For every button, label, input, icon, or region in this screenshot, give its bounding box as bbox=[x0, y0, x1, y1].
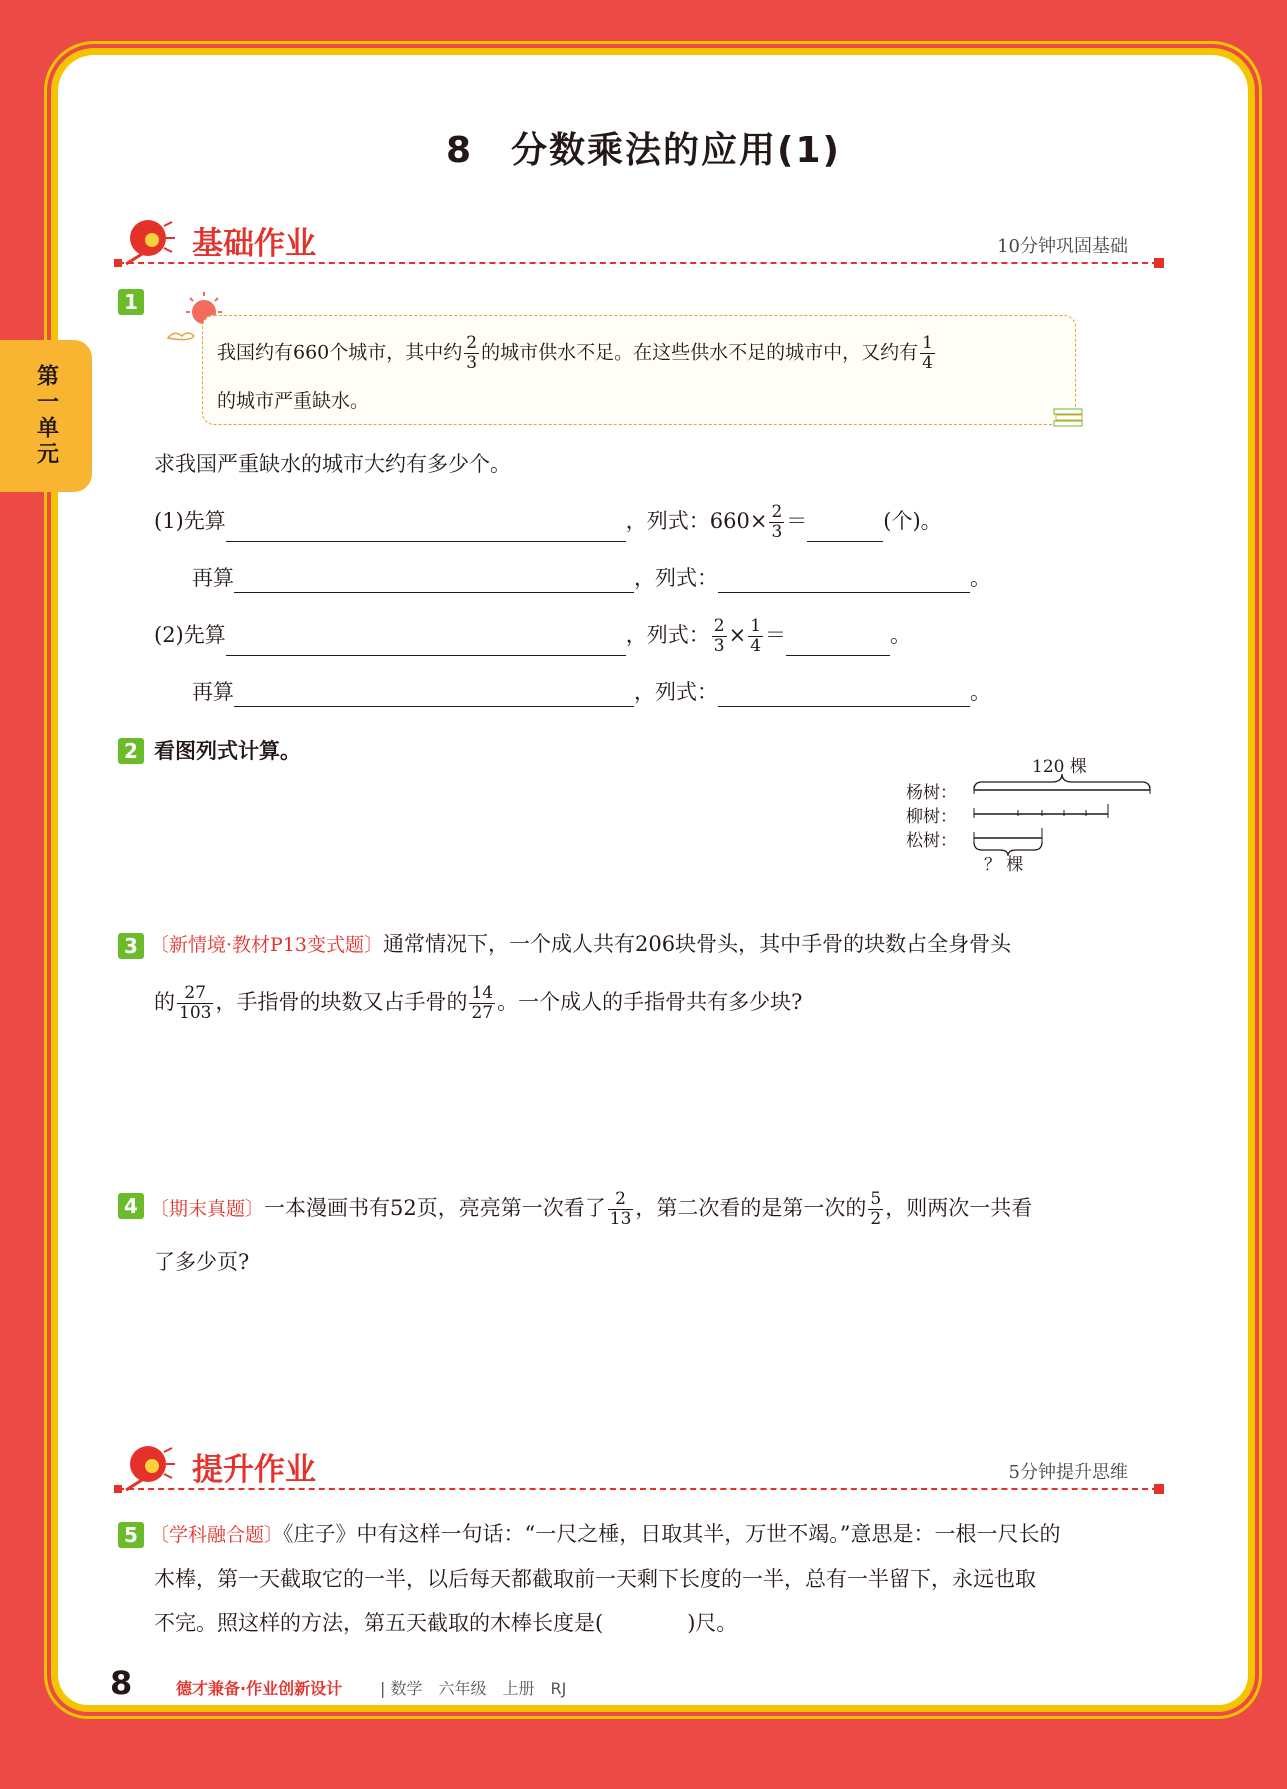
text: 通常情况下，一个成人共有206块骨头，其中手骨的块数占全身骨头 bbox=[383, 932, 1012, 956]
question-number-1: 1 bbox=[118, 289, 144, 315]
question-number-3: 3 bbox=[118, 933, 144, 959]
section-sub: 10分钟巩固基础 bbox=[997, 236, 1128, 257]
q1-info-box bbox=[202, 315, 1076, 425]
unit: (个)。 bbox=[883, 509, 942, 533]
label: (2)先算 bbox=[154, 623, 226, 647]
diagram-row-willow: 柳树： bbox=[906, 807, 957, 827]
frac-num: 2 bbox=[771, 502, 783, 522]
text: 《庄子》中有这样一句话：“一尺之棰，日取其半，万世不竭。”意思是：一根一尺长的 bbox=[283, 1522, 1061, 1546]
book-stack-icon bbox=[1052, 405, 1086, 431]
section-header-advanced bbox=[118, 1440, 1158, 1500]
label: (1)先算 bbox=[154, 509, 226, 533]
section-rule bbox=[118, 1488, 1158, 1490]
frac-num: 27 bbox=[177, 984, 213, 1004]
q1-box-frac2 bbox=[920, 334, 935, 373]
answer-blank[interactable] bbox=[718, 684, 970, 707]
q4-line1 bbox=[150, 1190, 1032, 1229]
question-number-4: 4 bbox=[118, 1193, 144, 1219]
diagram-unknown: ？ 棵 bbox=[984, 855, 1024, 875]
section-label: 提升作业 bbox=[192, 1452, 316, 1488]
frac-den: 4 bbox=[750, 636, 762, 656]
end-mark: 。 bbox=[890, 623, 912, 647]
section-header-basic bbox=[118, 214, 1158, 274]
q1-question: 求我国严重缺水的城市大约有多少个。 bbox=[154, 452, 511, 476]
footer-info: | 数学 六年级 上册 RJ bbox=[380, 1679, 567, 1698]
text: ，手指骨的块数又占手骨的 bbox=[215, 990, 468, 1014]
q4-frac1 bbox=[608, 1190, 634, 1229]
q5-line2: 木棒，第一天截取它的一半，以后每天都截取前一天剩下长度的一半，总有一半留下，永远也取 bbox=[154, 1567, 1036, 1591]
frac-den: 4 bbox=[922, 353, 933, 373]
q3-line1 bbox=[150, 929, 1011, 960]
q5-tag: 〔学科融合题〕 bbox=[150, 1524, 284, 1546]
page-number: 8 bbox=[110, 1664, 133, 1702]
answer-blank[interactable] bbox=[226, 633, 626, 656]
text: 。一个成人的手指骨共有多少块? bbox=[497, 990, 803, 1014]
q1-part2-frac2 bbox=[748, 617, 763, 656]
label: 再算 bbox=[192, 566, 234, 590]
footer-brand: 德才兼备·作业创新设计 bbox=[176, 1679, 343, 1698]
formula-text: ，列式：660× bbox=[625, 509, 768, 533]
frac-den: 13 bbox=[609, 1209, 632, 1229]
frac-den: 27 bbox=[471, 1003, 494, 1023]
frac-num: 2 bbox=[466, 333, 478, 353]
frac-num: 5 bbox=[870, 1189, 882, 1209]
q4-line2: 了多少页? bbox=[154, 1250, 250, 1274]
equals: ＝ bbox=[765, 623, 787, 647]
q3-line2 bbox=[154, 984, 802, 1023]
q2-text: 看图列式计算。 bbox=[154, 739, 301, 763]
frac-num: 2 bbox=[713, 616, 725, 636]
equals: ＝ bbox=[786, 509, 808, 533]
frac-den: 2 bbox=[870, 1209, 882, 1229]
section-sub: 5分钟提升思维 bbox=[1008, 1462, 1128, 1483]
q1-part1-then bbox=[192, 563, 991, 593]
q1-box-text-b: 的城市供水不足。在这些供水不足的城市中，又约有 bbox=[481, 341, 919, 364]
q3-frac1 bbox=[177, 984, 213, 1023]
end-mark: 。 bbox=[970, 680, 991, 704]
question-number-2: 2 bbox=[118, 738, 144, 764]
q1-part2-first: (2)先算 ，列式： $\frac{2}{3}$ × $\frac{1}{4}$ ＝ 。 bbox=[154, 616, 912, 656]
frac-den: 103 bbox=[179, 1003, 212, 1023]
question-number-5: 5 bbox=[118, 1522, 144, 1548]
frac-num: 2 bbox=[608, 1190, 634, 1210]
diagram-row-pine: 松树： bbox=[906, 831, 957, 851]
diagram-total: 120 棵 bbox=[1032, 757, 1087, 777]
text: 一本漫画书有52页，亮亮第一次看了 bbox=[264, 1196, 606, 1220]
frac-den: 3 bbox=[466, 353, 478, 373]
formula-label: ，列式： bbox=[634, 566, 718, 590]
q3-tag: 〔新情境·教材P13变式题〕 bbox=[150, 934, 384, 956]
answer-blank[interactable] bbox=[234, 570, 634, 593]
q1-box-text-a: 我国约有660个城市，其中约 bbox=[217, 341, 463, 364]
unit-tab: 第一单元 bbox=[0, 340, 92, 492]
q1-box-text-c: 的城市严重缺水。 bbox=[217, 390, 370, 412]
answer-blank[interactable] bbox=[226, 519, 626, 542]
q4-frac2 bbox=[868, 1190, 883, 1229]
q1-part1-frac bbox=[769, 503, 784, 542]
text: ，则两次一共看 bbox=[885, 1196, 1033, 1220]
frac-num: 1 bbox=[922, 333, 933, 353]
frac-num: 14 bbox=[471, 983, 494, 1003]
section-rule bbox=[118, 262, 1158, 264]
answer-blank[interactable] bbox=[718, 570, 970, 593]
tree-diagram bbox=[900, 752, 1160, 882]
q4-tag: 〔期末真题〕 bbox=[150, 1198, 265, 1220]
q5-line3: 不完。照这样的方法，第五天截取的木棒长度是( )尺。 bbox=[154, 1611, 738, 1635]
label: 再算 bbox=[192, 680, 234, 704]
answer-blank[interactable] bbox=[786, 633, 890, 656]
q1-part2-frac1 bbox=[712, 617, 727, 656]
q3-frac2 bbox=[469, 984, 495, 1023]
frac-den: 3 bbox=[771, 522, 783, 542]
answer-blank[interactable] bbox=[807, 519, 883, 542]
frac-num: 1 bbox=[750, 616, 762, 636]
text: 的 bbox=[154, 990, 175, 1014]
end-mark: 。 bbox=[970, 566, 991, 590]
q1-part2-then bbox=[192, 677, 991, 707]
answer-blank[interactable] bbox=[234, 684, 634, 707]
page-title: 8 分数乘法的应用(1) bbox=[445, 130, 841, 171]
formula-label: ，列式： bbox=[634, 680, 718, 704]
formula-label: ，列式： bbox=[625, 623, 710, 647]
frac-den: 3 bbox=[713, 636, 725, 656]
q1-box-frac1 bbox=[464, 334, 479, 373]
text: ，第二次看的是第一次的 bbox=[635, 1196, 867, 1220]
q5-line1 bbox=[150, 1519, 1060, 1550]
section-label: 基础作业 bbox=[192, 226, 316, 262]
diagram-row-poplar: 杨树： bbox=[906, 783, 957, 803]
q1-part1-first bbox=[154, 503, 942, 542]
